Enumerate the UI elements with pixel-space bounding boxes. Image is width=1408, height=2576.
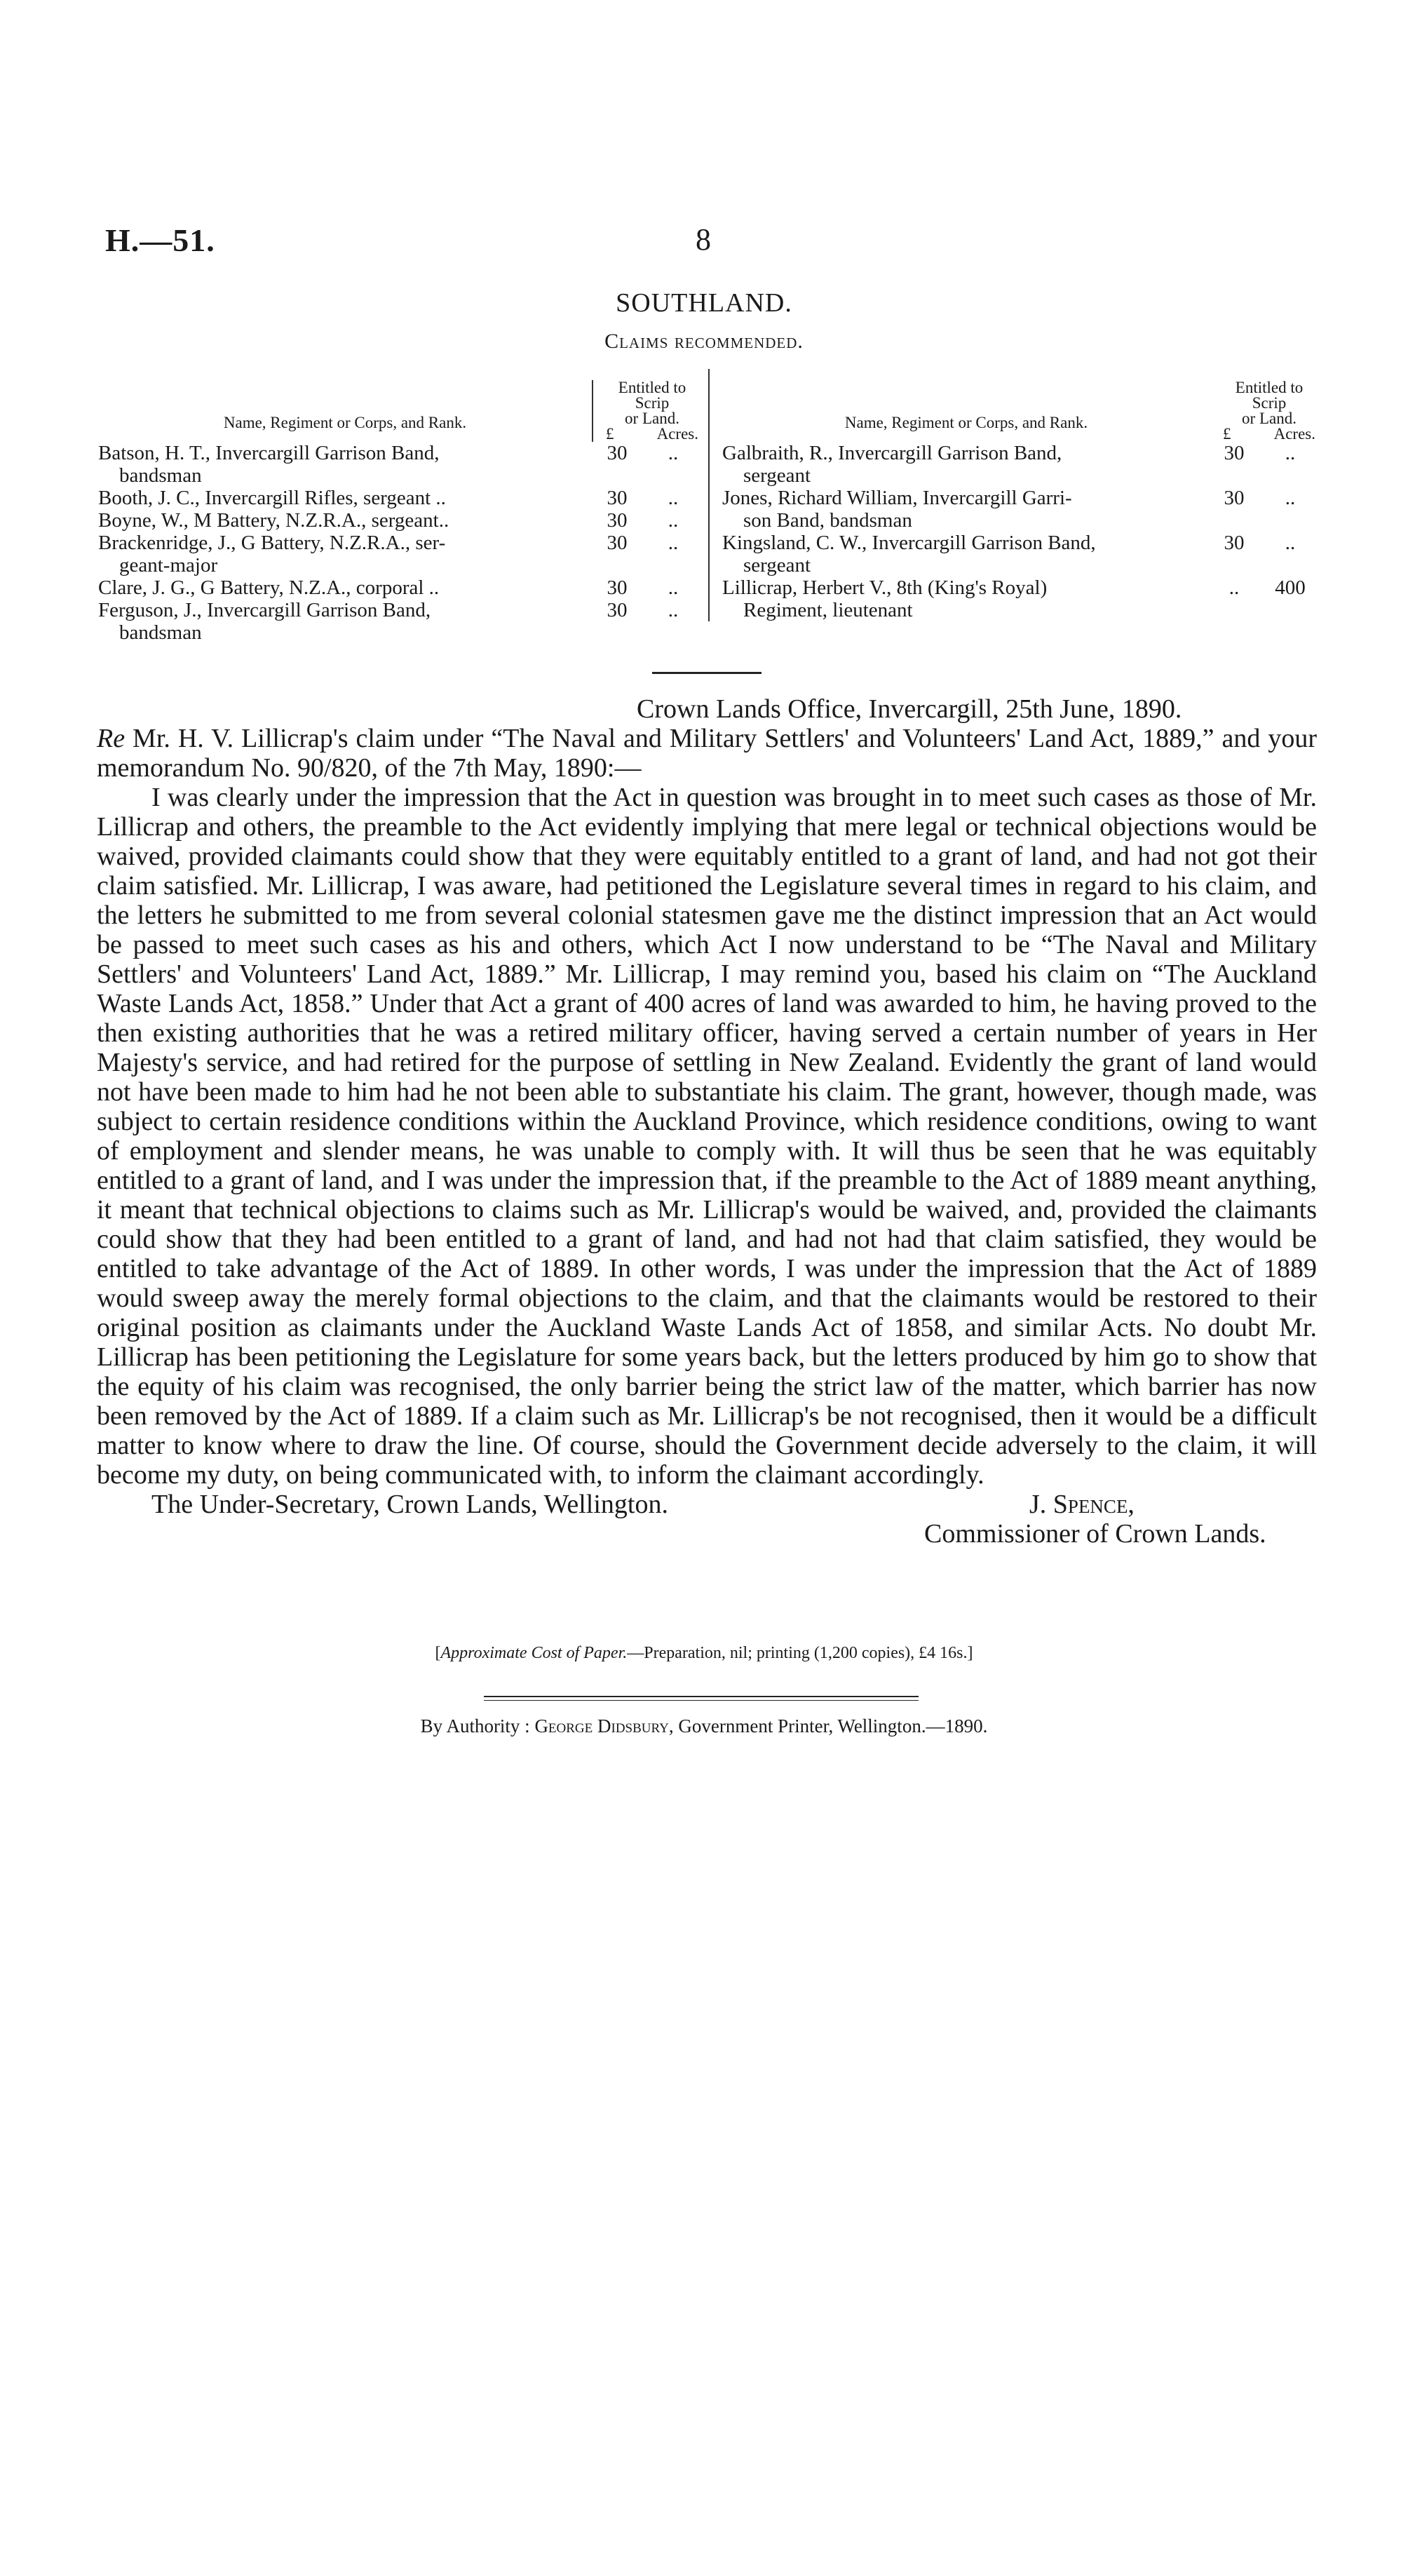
cost-label: Approximate Cost of Paper. — [440, 1644, 628, 1662]
entitled-line-1: Entitled to — [618, 379, 686, 396]
claimant-name — [722, 487, 1213, 532]
entitled-line-1: Entitled to — [1235, 379, 1304, 396]
scrip-value: 30 — [1224, 532, 1245, 554]
entitled-column-header — [1210, 380, 1325, 442]
claimant-line-1: Jones, Richard William, Invercargill Garri- — [722, 487, 1072, 509]
entitled-line-3: or Land. — [625, 410, 679, 427]
scrip-value: 30 — [607, 487, 628, 509]
claimant-line-1: Batson, H. T., Invercargill Garrison Band, — [98, 442, 440, 464]
scrip-value: .. — [1228, 576, 1240, 599]
signatory-title: Commissioner of Crown Lands. — [924, 1519, 1266, 1549]
authority-line — [0, 1715, 1408, 1737]
claimant-line-1: Clare, J. G., G Battery, N.Z.A., corporal .. — [98, 576, 440, 599]
entitled-units — [596, 426, 708, 442]
scrip-value: 30 — [607, 599, 628, 621]
scrip-value: 30 — [607, 442, 628, 464]
acres-value: .. — [668, 487, 679, 509]
section-title: SOUTHLAND. — [616, 288, 792, 318]
table-row — [722, 532, 1325, 576]
authority-prefix: By Authority : — [420, 1715, 535, 1737]
acres-value: .. — [668, 442, 679, 464]
scrip-value: 30 — [607, 532, 628, 554]
cost-detail: —Preparation, nil; printing (1,200 copies), £4 16s. — [627, 1644, 968, 1662]
table-row — [98, 509, 708, 532]
table-row — [722, 442, 1325, 487]
footer-divider — [484, 1696, 919, 1697]
acres-value: 400 — [1275, 576, 1306, 599]
re-text: Mr. H. V. Lillicrap's claim under “The Naval and Military Settlers' and Volunteers' Land Act, 1889,” and your memorandum No. 90/820, of the 7th May, 1890:— — [97, 724, 1317, 783]
table-header — [98, 369, 708, 442]
claimant-name — [98, 576, 596, 599]
letter-dateline: Crown Lands Office, Invercargill, 25th June, 1890. — [637, 694, 1182, 724]
table-row — [98, 442, 708, 487]
acres-value: .. — [668, 599, 679, 621]
acres-value: .. — [1285, 442, 1296, 464]
scrip-value: 30 — [607, 576, 628, 599]
table-row — [98, 599, 708, 644]
claimant-line-2: sergeant — [743, 464, 811, 487]
claimant-line-1: Booth, J. C., Invercargill Rifles, sergeant .. — [98, 487, 446, 509]
section-subtitle: Claims recommended. — [604, 330, 804, 353]
claimant-name — [98, 487, 596, 509]
claimant-name — [722, 442, 1213, 487]
scrip-value: 30 — [1224, 442, 1245, 464]
scrip-value: 30 — [607, 509, 628, 532]
signature-row — [97, 1490, 1317, 1549]
unit-scrip: £ — [606, 425, 614, 443]
claimant-line-2: son Band, bandsman — [743, 509, 912, 532]
re-prefix: Re — [97, 724, 126, 753]
claimant-line-1: Brackenridge, J., G Battery, N.Z.R.A., ser- — [98, 532, 446, 554]
letter-body: I was clearly under the impression that the Act in question was brought in to meet such cases as those of Mr. Lillicrap and others, the preamble to the Act evidently implying that mere legal or technical objections would be waived, provided claimants could show that they were equitably entitled to a grant of land, and had not got their claim satisfied. Mr. Lillicrap, I was aware, had petitioned the Legislature several times in regard to his claim, and the letters he submitted to me from several colonial statesmen gave me the distinct impression that an Act would be passed to meet such cases as his and others, which Act I now understand to be “The Naval and Military Settlers' and Volunteers' Land Act, 1889.” Mr. Lillicrap, I may remind you, based his claim on “The Auckland Waste Lands Act, 1858.” Under that Act a grant of 400 acres of land was awarded to him, he having proved to the then existing authorities that he was a retired military officer, having served a certain number of years in Her Majesty's service, and had retired for the purpose of settling in New Zealand. Evidently the grant of land would not have been made to him had he not been able to substantiate his claim. The grant, however, though made, was subject to certain residence conditions within the Auckland Province, which residence conditions, owing to want of employment and slender means, he was unable to comply with. It will thus be seen that he was equitably entitled to a grant of land, and I was under the impression that, if the preamble to the Act of 1889 meant anything, it meant that technical objections to claims such as Mr. Lillicrap's would be waived, and, provided the claimants could show that they had been entitled to a grant of land, and had not had that claim satisfied, they would be entitled to take advantage of the Act of 1889. In other words, I was under the impression that the Act of 1889 would sweep away the merely formal objections to the claim, and that the claimants would be restored to their original position as claimants under the Auckland Waste Lands Act of 1858, and similar Acts. No doubt Mr. Lillicrap has been petitioning the Legislature for some years back, but the letters produced by him go to show that the equity of his claim was recognised, the only barrier being the strict law of the matter, which barrier has now been removed by the Act of 1889. If a claim such as Mr. Lillicrap's be not recognised, then it would be a difficult matter to know where to draw the line. Of course, should the Government decide adversely to the claim, it will become my duty, on being communicated with, to inform the claimant accordingly. — [97, 783, 1317, 1490]
footer-divider-thin — [484, 1700, 919, 1701]
table-header — [722, 369, 1325, 442]
claimant-line-1: Kingsland, C. W., Invercargill Garrison Band, — [722, 532, 1096, 554]
claimant-line-1: Ferguson, J., Invercargill Garrison Band, — [98, 599, 431, 621]
printer-name: George Didsbury — [534, 1715, 669, 1737]
signatory-name: J. Spence, — [1029, 1490, 1135, 1519]
claimant-name — [722, 532, 1213, 576]
table-row — [722, 487, 1325, 532]
section-divider — [652, 672, 761, 674]
claimant-line-2: bandsman — [119, 621, 202, 644]
entitled-line-2: Scrip — [635, 394, 670, 412]
authority-suffix: , Government Printer, Wellington.—1890. — [668, 1715, 988, 1737]
acres-value: .. — [1285, 487, 1296, 509]
unit-acres: Acres. — [1273, 425, 1315, 443]
table-row — [722, 576, 1325, 621]
cost-note: [Approximate Cost of Paper.—Preparation, nil; printing (1,200 copies), £4 16s.] — [435, 1644, 973, 1662]
claimant-line-1: Boyne, W., M Battery, N.Z.R.A., sergeant.. — [98, 509, 449, 532]
acres-value: .. — [1285, 532, 1296, 554]
page-number: 8 — [696, 222, 711, 257]
signature-block — [924, 1490, 1317, 1549]
paper-reference: H.—51. — [105, 222, 215, 258]
claimant-name — [98, 442, 596, 487]
claimant-name — [722, 576, 1213, 621]
claimant-line-1: Lillicrap, Herbert V., 8th (King's Royal) — [722, 576, 1048, 599]
unit-scrip: £ — [1223, 425, 1231, 443]
entitled-line-3: or Land. — [1242, 410, 1297, 427]
claimant-name — [98, 599, 596, 644]
entitled-units — [1213, 426, 1325, 442]
name-column-header: Name, Regiment or Corps, and Rank. — [844, 414, 1088, 431]
letter-subject — [97, 724, 1317, 783]
acres-value: .. — [668, 509, 679, 532]
acres-value: .. — [668, 532, 679, 554]
unit-acres: Acres. — [656, 425, 698, 443]
acres-value: .. — [668, 576, 679, 599]
table-row — [98, 532, 708, 576]
claimant-name — [98, 509, 596, 532]
claims-table-right — [708, 369, 1325, 621]
claimant-line-2: sergeant — [743, 554, 811, 576]
letter — [97, 694, 1317, 1549]
claimant-line-2: bandsman — [119, 464, 202, 487]
name-column-header: Name, Regiment or Corps, and Rank. — [223, 414, 467, 431]
addressee: The Under-Secretary, Crown Lands, Wellington. — [151, 1490, 668, 1519]
scrip-value: 30 — [1224, 487, 1245, 509]
table-row — [98, 576, 708, 599]
table-row — [98, 487, 708, 509]
claimant-line-1: Galbraith, R., Invercargill Garrison Band, — [722, 442, 1062, 464]
claims-table-left — [98, 369, 708, 644]
claimant-line-2: Regiment, lieutenant — [743, 599, 913, 621]
entitled-line-2: Scrip — [1252, 394, 1287, 412]
entitled-column-header — [592, 380, 708, 442]
claimant-line-2: geant-major — [119, 554, 218, 576]
claimant-name — [98, 532, 596, 576]
